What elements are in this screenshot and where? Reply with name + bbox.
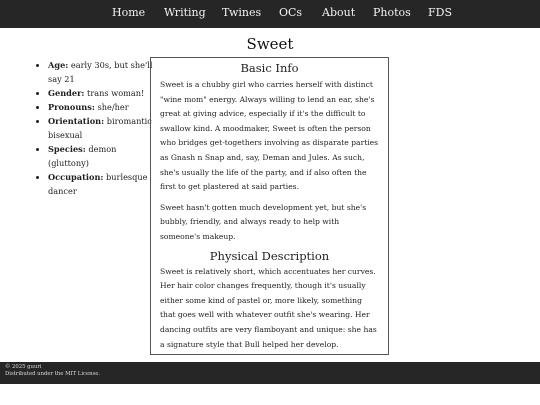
fact-value: early 30s, but she'll say 21 bbox=[48, 60, 153, 84]
nav-link-about[interactable]: About bbox=[322, 6, 356, 19]
nav-link-twines[interactable]: Twines bbox=[222, 6, 262, 19]
page-title: Sweet bbox=[246, 35, 294, 53]
page-footer bbox=[0, 362, 540, 384]
fact-value: trans woman! bbox=[84, 88, 145, 98]
fact-label: Gender: bbox=[48, 88, 85, 98]
basic-info-paragraph: Sweet is a chubby girl who carries herself with distinct "wine mom" energy. Always willing to lend an ear, she's great at giving advice, especially if it's the difficult to swallow kind. A moodmaker, Sweet is often the person who bridges get-togethers involving as disparate parties as Gnash n Snap and, say, Deman and Jules. As such, she's usually the life of the party, and if also often the first to get plastered at said parties. bbox=[160, 80, 379, 192]
physical-description-paragraph: Sweet is relatively short, which accentuates her curves. Her hair color changes frequently, though it's usually either some kind of pastel or, more likely, something that goes well with whatever outfit she's wearing. Her dancing outfits are very flamboyant and unique: she has a signature style that Bull helped her develop. bbox=[160, 266, 377, 349]
fact-age bbox=[48, 58, 154, 86]
fact-label: Pronouns: bbox=[48, 102, 95, 112]
nav-link-ocs[interactable]: OCs bbox=[279, 6, 303, 19]
fact-pronouns bbox=[48, 100, 154, 114]
character-info-box bbox=[150, 57, 389, 355]
footer-copyright: © 2025 guuri bbox=[5, 364, 42, 370]
top-navigation bbox=[0, 0, 540, 28]
fact-value: biromantic bisexual bbox=[48, 116, 152, 140]
footer-license: Distributed under the MIT License. bbox=[5, 371, 101, 377]
fact-species bbox=[48, 142, 154, 170]
fact-value: she/her bbox=[94, 102, 129, 112]
nav-link-home[interactable]: Home bbox=[112, 6, 146, 19]
fact-label: Orientation: bbox=[48, 116, 105, 126]
fact-label: Occupation: bbox=[48, 172, 104, 182]
character-facts-list bbox=[36, 58, 154, 198]
fact-value: burlesque dancer bbox=[48, 172, 148, 196]
fact-label: Species: bbox=[48, 144, 86, 154]
nav-link-writing[interactable]: Writing bbox=[164, 6, 206, 19]
nav-link-fds[interactable]: FDS bbox=[428, 6, 452, 19]
fact-orientation bbox=[48, 114, 154, 142]
basic-info-paragraph: Sweet hasn't gotten much development yet, but she's bubbly, friendly, and always ready to help with someone's makeup. bbox=[160, 202, 367, 241]
physical-description-heading: Physical Description bbox=[209, 248, 330, 263]
fact-gender bbox=[48, 86, 154, 100]
basic-info-heading: Basic Info bbox=[240, 61, 299, 75]
fact-value: demon (gluttony) bbox=[48, 144, 117, 168]
fact-occupation bbox=[48, 170, 154, 198]
fact-label: Age: bbox=[48, 60, 69, 70]
nav-link-photos[interactable]: Photos bbox=[373, 6, 411, 19]
